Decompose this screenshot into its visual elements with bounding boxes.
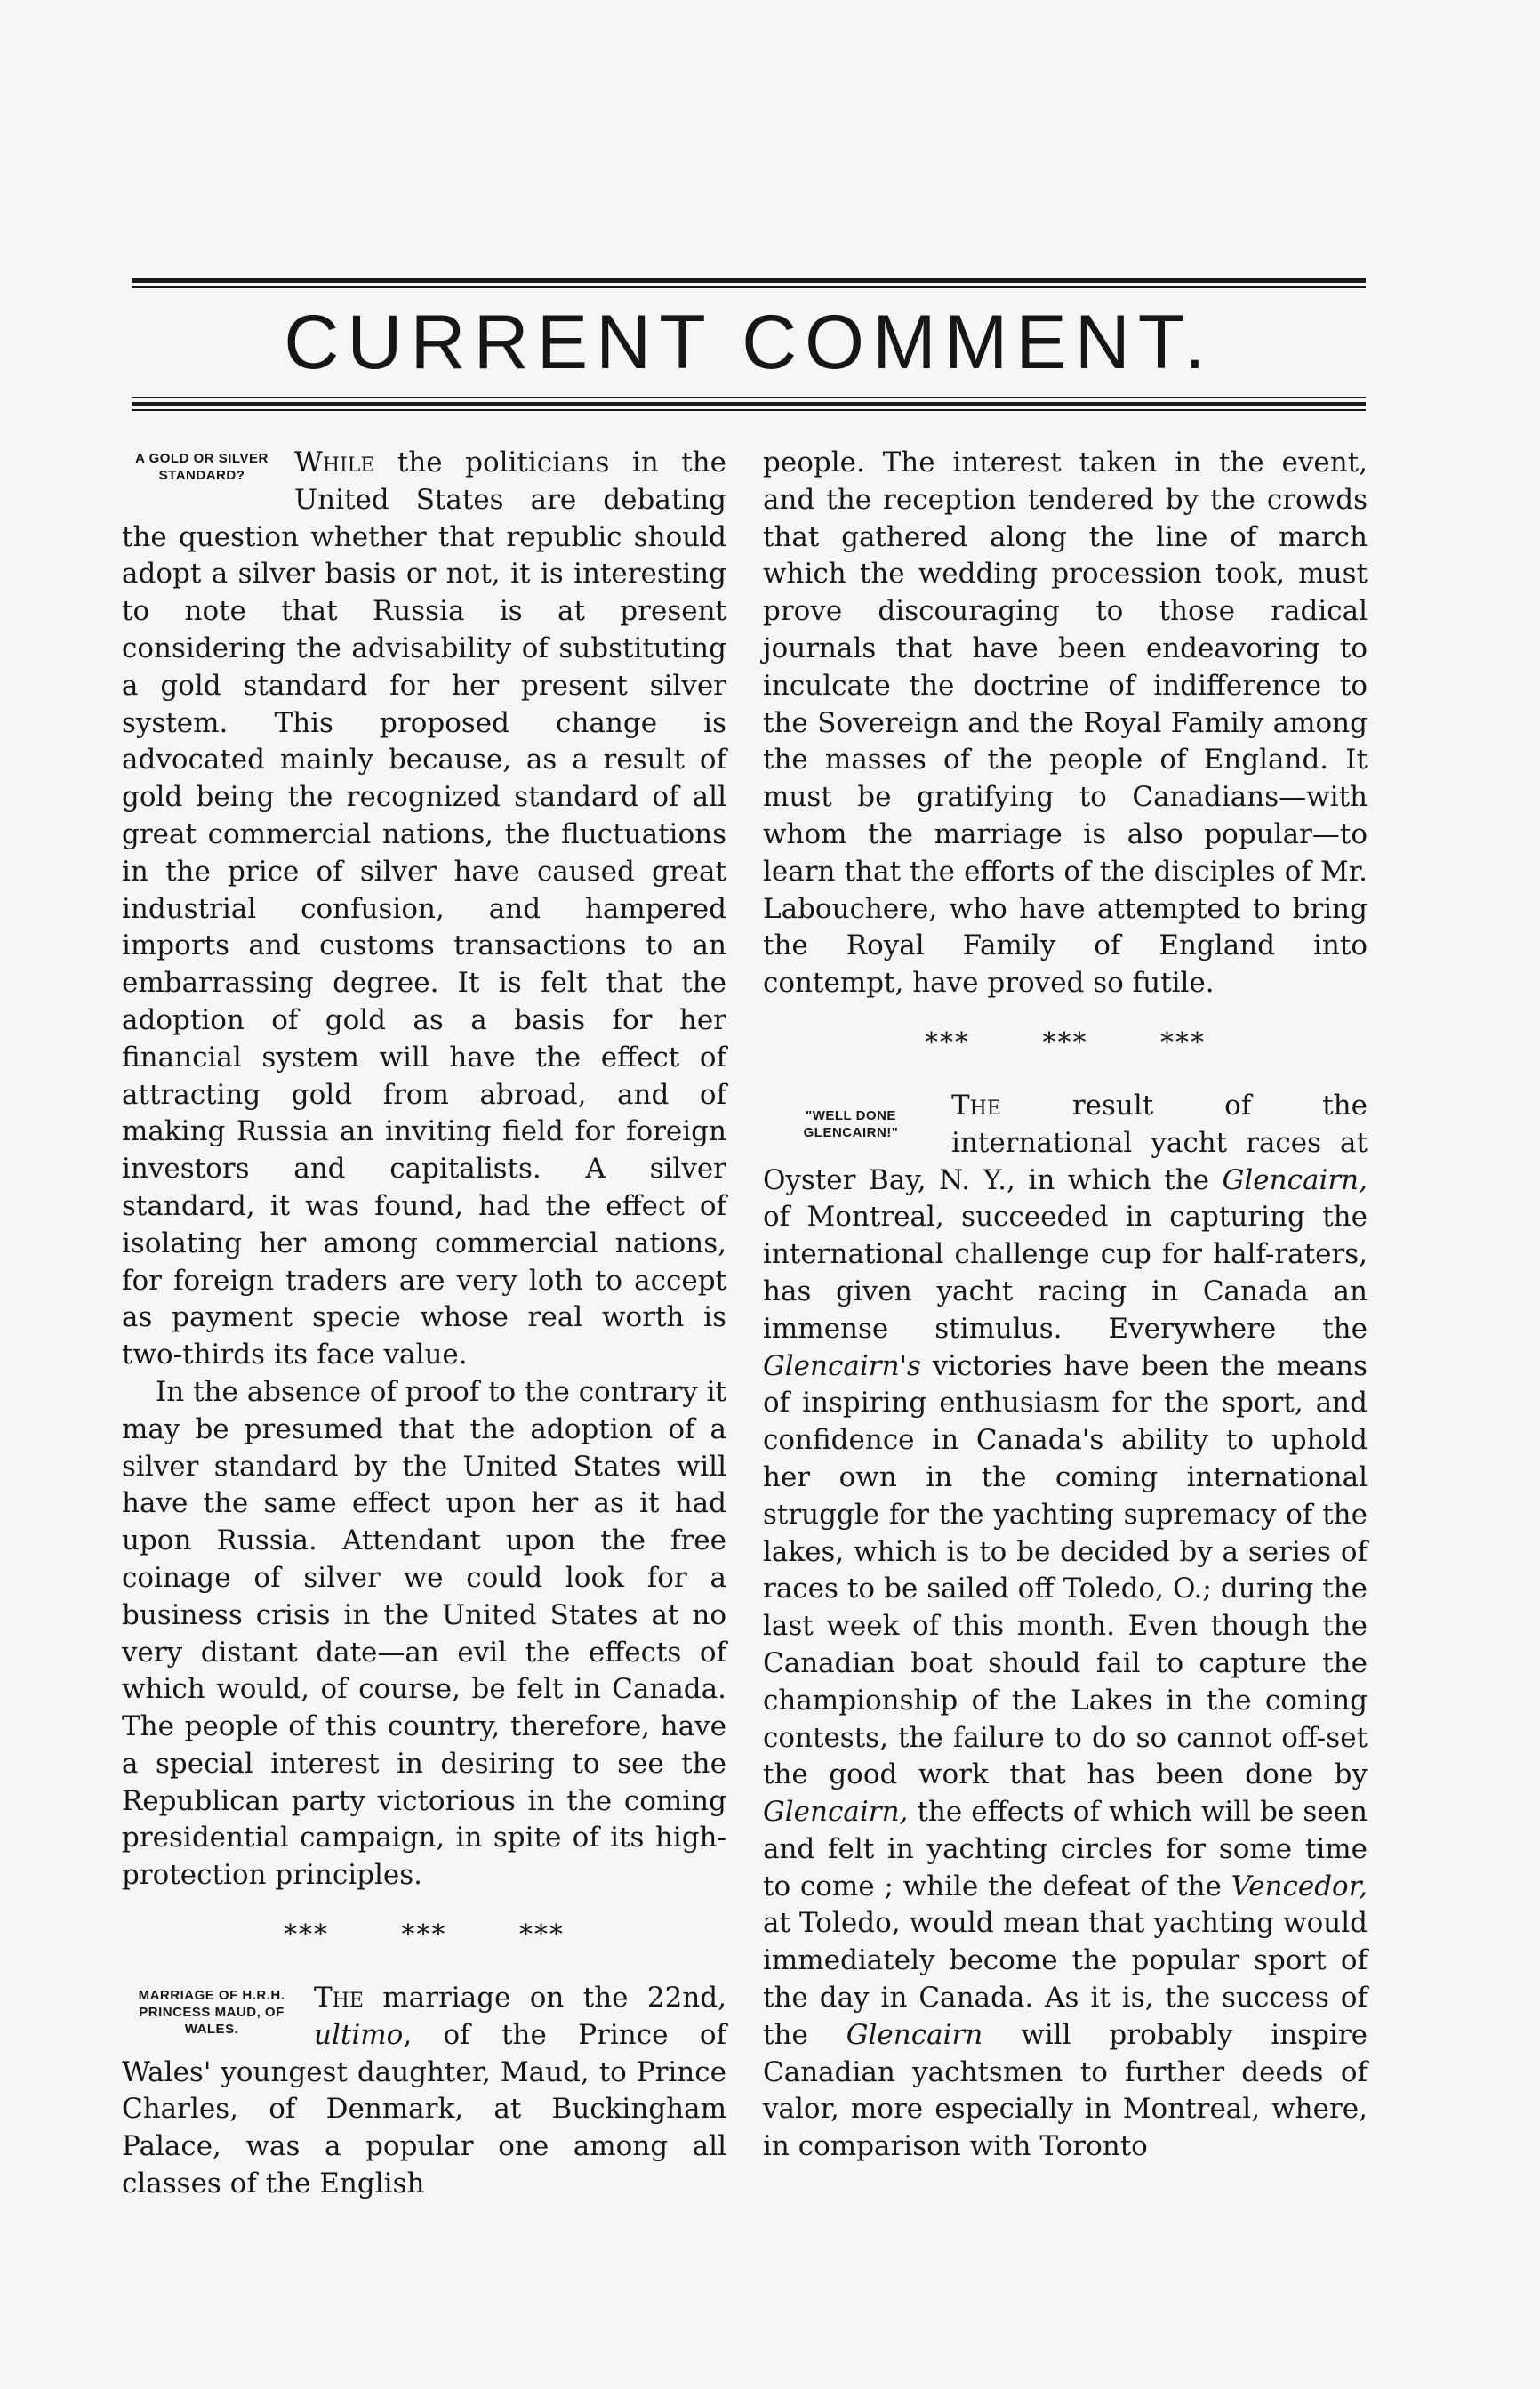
separator-stars-right: *** *** *** <box>924 1026 1207 1058</box>
gold-paragraph-1 <box>122 445 726 1374</box>
gold-lead-word: While <box>294 446 375 479</box>
marriage-italic-ultimo: ultimo <box>314 2018 404 2051</box>
yacht-text-5: at Toledo, would mean that yachting would immediately become the popular sport of the day in Canada. As it is, the success of the <box>763 1907 1368 2051</box>
marriage-lead-word: The <box>314 1982 364 2015</box>
marriage-text-2: , of the Prince of Wales' youngest daughter, Maud, to Prince Charles, of Denmark, at Buckingham Palace, was a popular one among all classes of the English <box>122 2018 726 2200</box>
header-rule-top-thick <box>132 278 1366 283</box>
marriage-continuation: people. The interest taken in the event, and the reception tendered by the crowds that gathered along the line of march which the wedding procession took, must prove discouraging to those radical journals that have been endeavoring to inculcate the doctrine of indifference to the Sovereign and the Royal Family among the masses of the people of England. It must be gratifying to Canadians—with whom the marriage is also popular—to learn that the efforts of the disciples of Mr. Labouchere, who have attempted to bring the Royal Family of England into contempt, have proved so futile. <box>763 446 1368 1000</box>
sidenote-glencairn: "WELL DONE GLENCAIRN!" <box>803 1107 899 1140</box>
section-separator-right <box>763 1026 1368 1061</box>
yacht-lead-word: The <box>951 1089 1001 1122</box>
right-column <box>763 445 1368 2166</box>
gold-paragraph-2: In the absence of proof to the contrary it may be presumed that the adoption of a silver standard by the United States will have the same effect upon her as it had upon Russia. Attendant upon the free coinage of silver we could look for a business crisis in the United States at no very distant date—an evil the effects of which would, of course, be felt in Canada. The people of this country, therefore, have a special interest in desiring to see the Republican party victorious in the coming presidential campaign, in spite of its high-protection principles. <box>122 1375 727 1892</box>
header-rule-bottom-3 <box>132 409 1366 411</box>
yacht-italic-5: Glencairn <box>846 2018 983 2051</box>
left-column <box>122 445 726 2203</box>
yacht-paragraph <box>763 1088 1368 2166</box>
header-rule-top-thin <box>132 286 1366 288</box>
separator-stars: *** *** *** <box>283 1919 565 1951</box>
yacht-italic-1: Glencairn, <box>1222 1163 1368 1196</box>
section-separator <box>122 1918 726 1953</box>
gold-paragraph-1-text: the politicians in the United States are debating the question whether that republic should adopt a silver basis or not, it is interesting to note that Russia is at present considering the advisability of substituting a gold standard for her present silver system. This proposed change is advocated mainly because, as a result of gold being the recognized standard of all great commercial nations, the fluctuations in the price of silver have caused great industrial confusion, and hampered imports and customs transactions to an embarrassing degree. It is felt that the adoption of gold as a basis for her financial system will have the effect of attracting gold from abroad, and of making Russia an inviting field for foreign investors and capitalists. A silver standard, it was found, had the effect of isolating her among commercial nations, for foreign traders are very loth to accept as payment specie whose real worth is two-thirds its face value. <box>122 446 726 1371</box>
marriage-text-1: marriage on the 22nd, <box>363 1982 726 2015</box>
yacht-text-4: the effects of which will be seen and felt in yachting circles for some time to come ; while the defeat of the <box>763 1796 1368 1902</box>
yacht-text-2: of Montreal, succeeded in capturing the international challenge cup for half-raters, has given yacht racing in Canada an immense stimulus. Everywhere the <box>763 1201 1368 1345</box>
yacht-text-6: will probably inspire Canadian yachtsmen to further deeds of valor, more especially in Montreal, where, in comparison with Toronto <box>763 2018 1368 2163</box>
header-rule-bottom-2 <box>132 402 1366 406</box>
yacht-italic-2: Glencairn's <box>763 1349 921 1382</box>
sidenote-gold-standard: A GOLD OR SILVER STANDARD? <box>135 451 269 483</box>
header-rule-bottom-1 <box>132 397 1366 398</box>
page-title: CURRENT COMMENT. <box>284 300 1214 385</box>
sidenote-marriage: MARRIAGE OF H.R.H. PRINCESS MAUD, OF WALES. <box>138 1988 285 2038</box>
yacht-italic-3: Glencairn, <box>763 1796 909 1829</box>
yacht-text-1: result of the international yacht races at Oyster Bay, N. Y., in which the <box>763 1089 1368 1196</box>
yacht-italic-4: Vencedor, <box>1231 1870 1368 1902</box>
yacht-text-3: victories have been the means of inspiring enthusiasm for the sport, and confidence in Canada's ability to uphold her own in the coming international struggle for the yachting supremacy of the lakes, which is to be decided by a series of races to be sailed off Toledo, O.; during the last week of this month. Even though the Canadian boat should fail to capture the championship of the Lakes in the coming contests, the failure to do so cannot off-set the good work that has been done by <box>763 1349 1368 1791</box>
